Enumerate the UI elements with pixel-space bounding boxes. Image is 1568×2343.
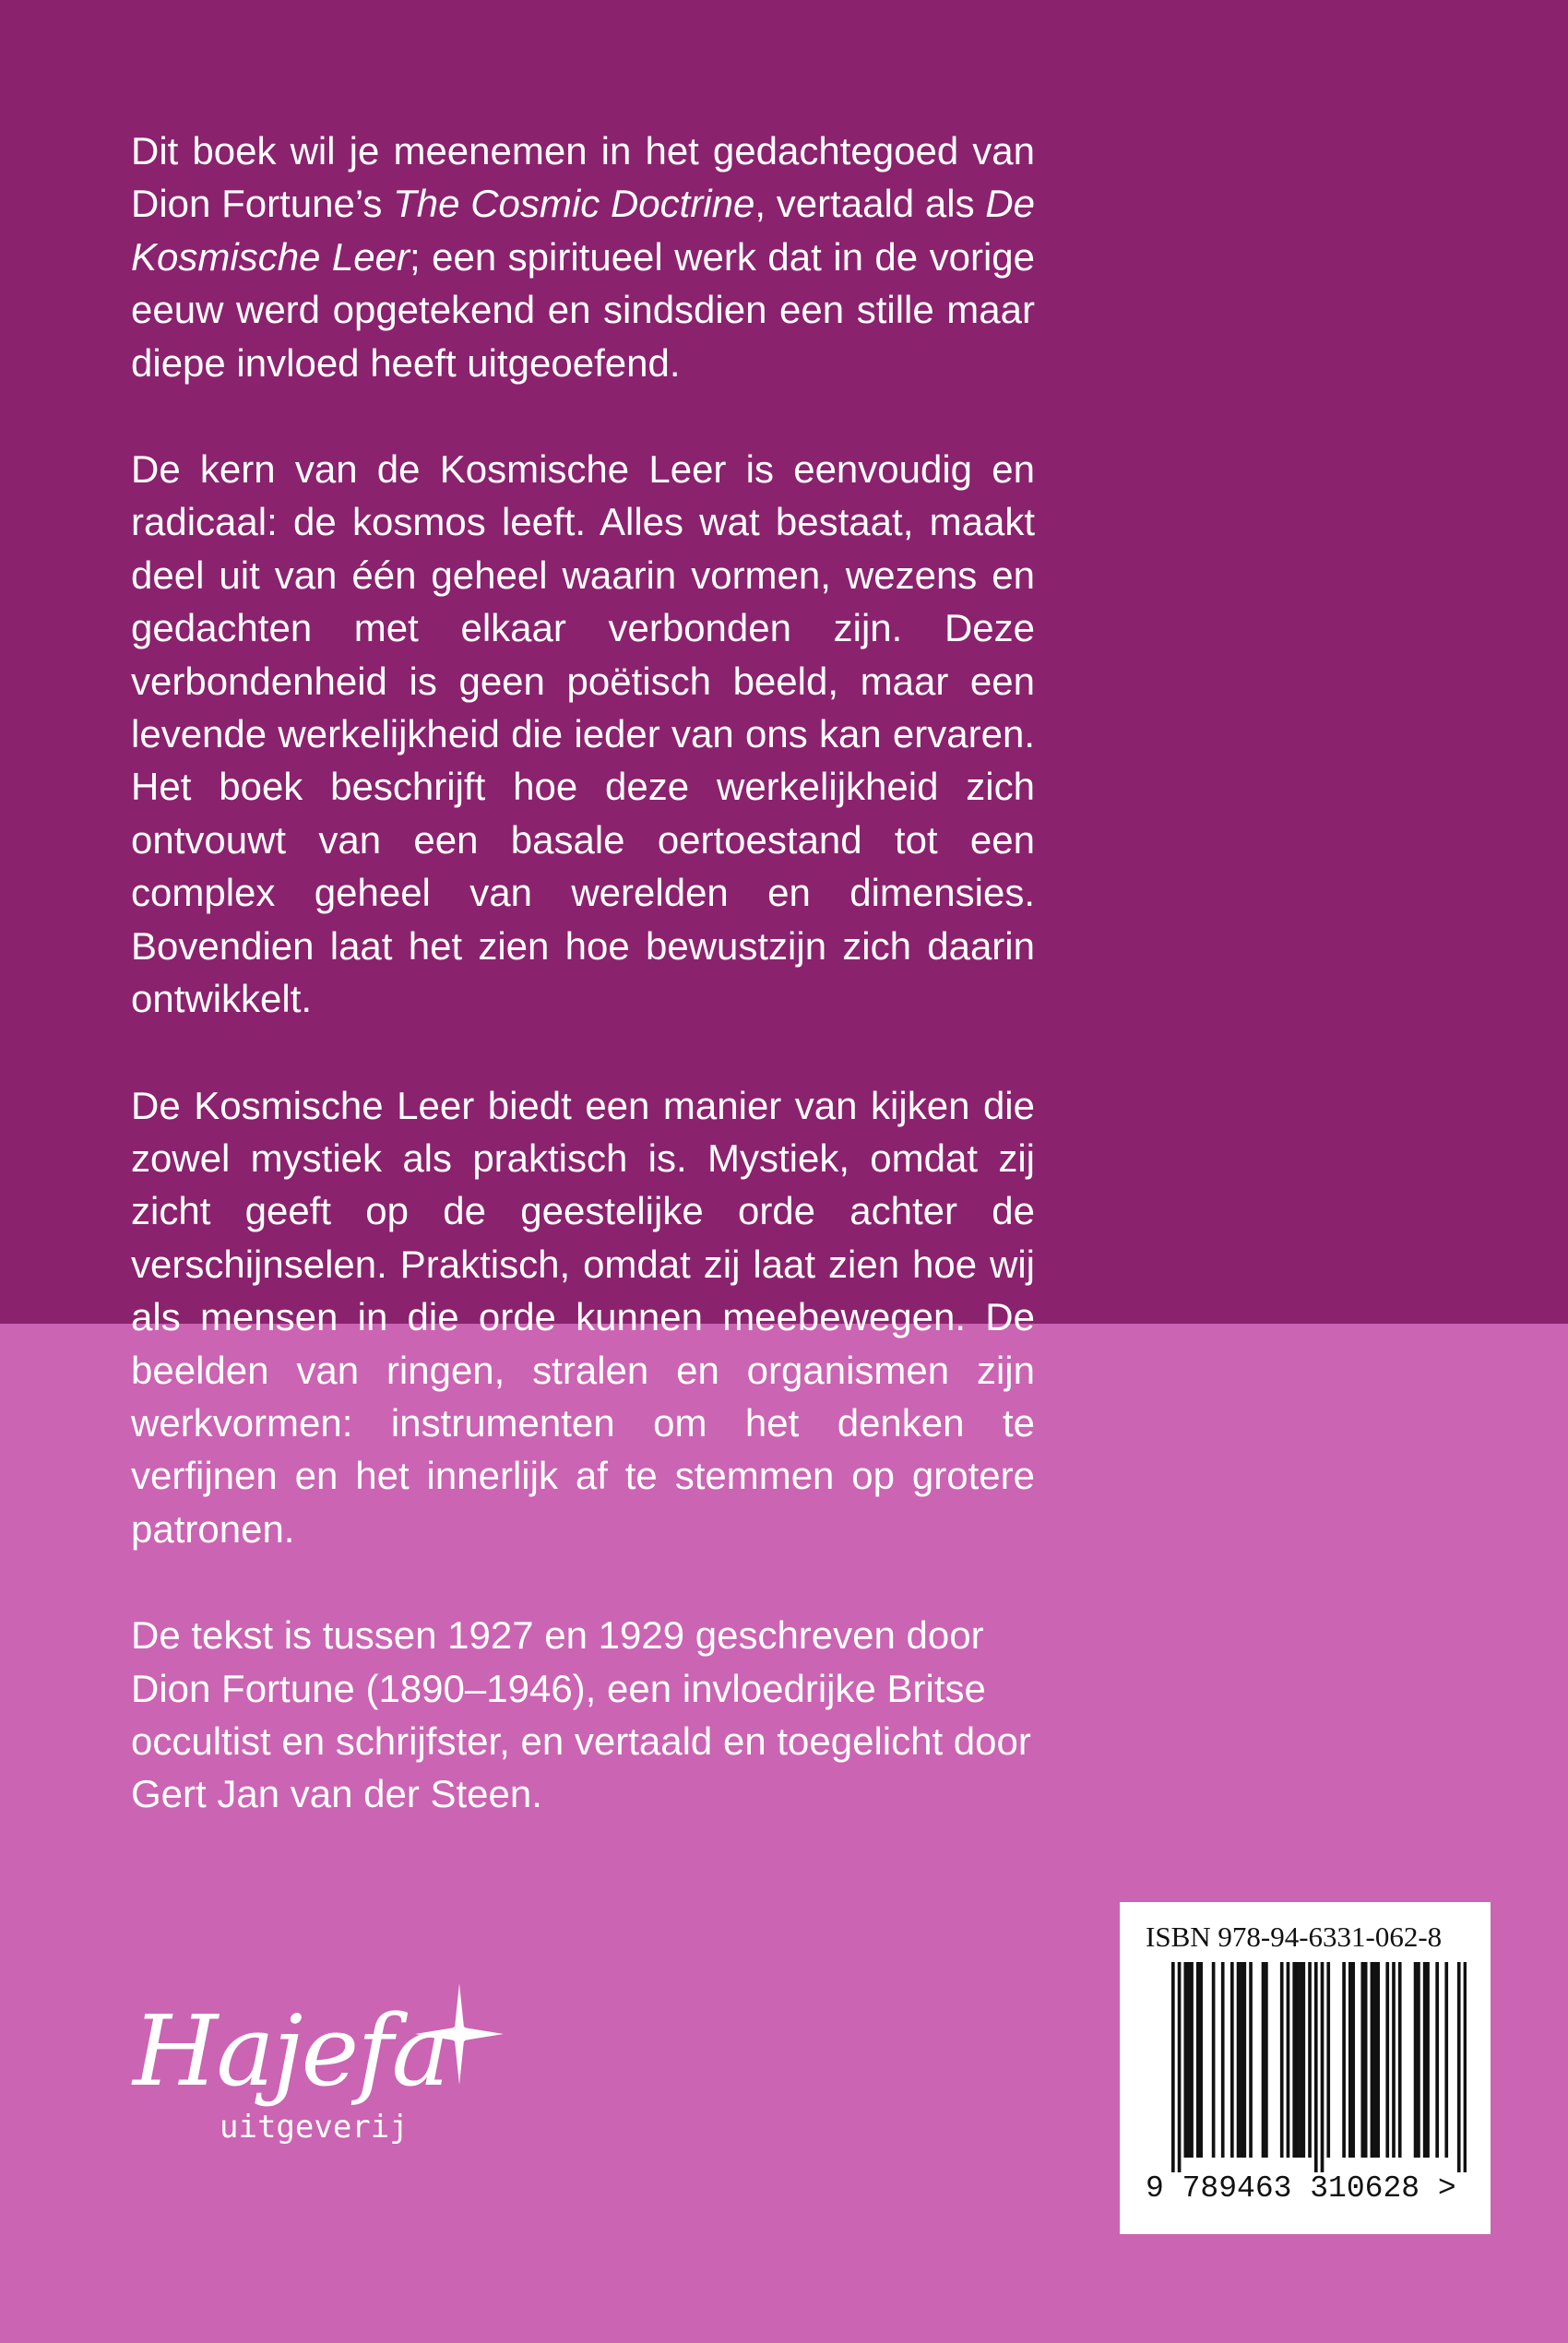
- barcode-bar: [1280, 1962, 1284, 2158]
- barcode-bar: [1178, 1962, 1182, 2172]
- barcode-bar: [1230, 1962, 1234, 2158]
- publisher-name: Hajefa: [133, 1994, 448, 2108]
- barcode-bar: [1212, 1962, 1216, 2158]
- barcode-bar: [1435, 1962, 1439, 2158]
- back-cover-blurb: [131, 125, 1035, 1874]
- barcode-bar: [1414, 1962, 1418, 2158]
- barcode-bar: [1444, 1962, 1448, 2158]
- barcode-bar: [1342, 1962, 1346, 2158]
- barcode-bar: [1398, 1962, 1402, 2158]
- barcode-bar: [1417, 1962, 1420, 2158]
- barcode-digits: 9 789463 310628 >: [1146, 2171, 1456, 2206]
- book-title-english: The Cosmic Doctrine: [393, 182, 755, 226]
- barcode-bar: [1183, 1962, 1187, 2158]
- barcode-bar: [1237, 1962, 1241, 2158]
- barcode-bar: [1296, 1962, 1300, 2158]
- blurb-paragraph-2: De kern van de Kosmische Leer is eenvoudig en radicaal: de kosmos leeft. Alles wat bestaat, maakt deel uit van één geheel waarin vormen, wezens en gedachten met elkaar verbonden zijn. Deze verbondenheid is geen poëtisch beeld, maar een levende werkelijkheid die ieder van ons kan ervaren. Het boek beschrijft hoe deze werkelijkheid zich ontvouwt van een basale oertoestand tot een complex geheel van werelden en dimensies. Bovendien laat het zien hoe bewustzijn zich daarin ontwikkelt.: [131, 447, 1035, 1021]
- barcode-bar: [1187, 1962, 1191, 2158]
- barcode-bar: [1190, 1962, 1194, 2158]
- barcode-bar: [1265, 1962, 1268, 2158]
- blurb-paragraph-1: Dit boek wil je meenemen in het gedachtegoed van Dion Fortune’s The Cosmic Doctrine, vertaald als De Kosmische Leer; een spiritueel werk dat in de vorige eeuw werd opgetekend en sindsdien een stille maar diepe invloed heeft uitgeoefend.: [131, 129, 1035, 385]
- barcode-bar: [1376, 1962, 1380, 2158]
- barcode-bar: [1348, 1962, 1352, 2158]
- barcode-bar: [1249, 1962, 1253, 2158]
- barcode-bar: [1221, 1962, 1225, 2158]
- barcode-bar: [1464, 1962, 1467, 2172]
- barcode-bar: [1287, 1962, 1290, 2158]
- isbn-barcode-box: [1120, 1902, 1491, 2234]
- book-title-dutch: De Kosmische Leer: [131, 182, 1035, 279]
- barcode-bar: [1426, 1962, 1430, 2158]
- barcode-bar: [1171, 1962, 1175, 2172]
- barcode-bar: [1301, 1962, 1305, 2158]
- barcode-bar: [1457, 1962, 1461, 2172]
- barcode-bar: [1364, 1962, 1368, 2158]
- barcode-bar: [1299, 1962, 1302, 2158]
- blurb-paragraph-4: De tekst is tussen 1927 en 1929 geschreven door Dion Fortune (1890–1946), een invloedrijke Britse occultist en schrijfster, en vertaald en toegelicht door Gert Jan van der Steen.: [131, 1613, 1031, 1816]
- star-icon: [415, 1983, 504, 2085]
- barcode-bar: [1240, 1962, 1243, 2158]
- barcode: [1171, 1962, 1467, 2172]
- barcode-bar: [1373, 1962, 1377, 2158]
- barcode-bar: [1360, 1962, 1364, 2158]
- barcode-bar: [1292, 1962, 1296, 2158]
- barcode-bar: [1371, 1962, 1374, 2158]
- barcode-bar: [1242, 1962, 1246, 2158]
- blurb-paragraph-3: De Kosmische Leer biedt een manier van kijken die zowel mystiek als praktisch is. Mystiek, omdat zij zicht geeft op de geestelijke orde achter de verschijnselen. Praktisch, omdat zij laat zien hoe wij als mensen in die orde kunnen meebewegen. De beelden van ringen, stralen en organismen zijn werkvormen: instrumenten om het denken te verfijnen en het innerlijk af te stemmen op grotere patronen.: [131, 1083, 1035, 1551]
- publisher-subtitle: uitgeverij: [220, 2109, 409, 2146]
- barcode-bar: [1423, 1962, 1427, 2158]
- barcode-bar: [1385, 1962, 1389, 2158]
- isbn-label: ISBN 978-94-6331-062-8: [1146, 1921, 1443, 1953]
- barcode-bar: [1392, 1962, 1396, 2158]
- publisher-logo: [129, 1983, 498, 2159]
- barcode-bar: [1326, 1962, 1330, 2158]
- barcode-bar: [1262, 1962, 1265, 2158]
- barcode-bar: [1351, 1962, 1355, 2158]
- barcode-bar: [1321, 1962, 1324, 2172]
- barcode-bar: [1308, 1962, 1312, 2158]
- barcode-bar: [1196, 1962, 1200, 2158]
- barcode-bar: [1314, 1962, 1318, 2172]
- barcode-bar: [1199, 1962, 1203, 2158]
